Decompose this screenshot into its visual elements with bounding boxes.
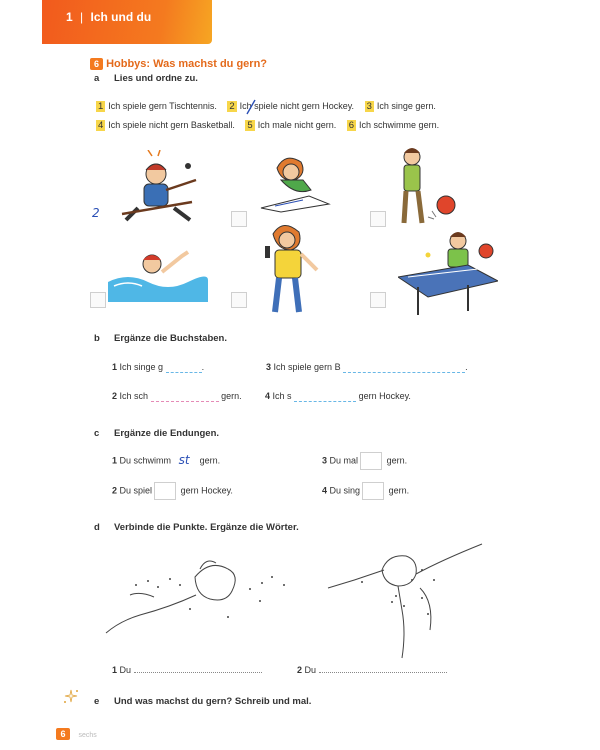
fill-item-b2 [112,391,242,402]
dot-to-dot-dancer-illustration [322,540,492,660]
letter-gap[interactable] [294,392,356,402]
ending-item-c3 [322,452,407,470]
instruction-text: Ergänze die Endungen. [114,428,220,439]
item-text: Du sing [329,485,361,496]
sentence-number: 1 [98,101,104,112]
ending-item-c1 [112,452,220,470]
item-text-end: gern. [386,455,408,466]
exercise-title-text: Hobbys: Was machst du gern? [106,58,268,70]
item-number: 1 [112,362,118,372]
instruction-text: Verbinde die Punkte. Ergänze die Wörter. [114,522,299,533]
sentence-text: Ich spiele nicht gern Basketball. [108,120,235,130]
item-text: Ich singe g [119,362,164,372]
task-letter: c [94,428,100,439]
sparkle-icon [62,689,80,705]
item-text: Du spiel [119,485,153,496]
item-number: 3 [322,455,328,466]
item-number: 2 [112,391,118,401]
item-number: 1 [112,455,118,466]
exercise-title [90,58,267,70]
header-separator: | [80,10,84,24]
item-text: Ich spiele gern B [273,362,341,372]
chapter-title: Ich und du [90,10,152,24]
item-text: Du mal [329,455,359,466]
instruction-text: Und was machst du gern? Schreib und mal. [114,696,312,707]
ending-box[interactable] [360,452,382,470]
sentence-number: 3 [366,101,372,112]
answer-box[interactable] [90,292,106,308]
task-b-instruction [94,333,227,344]
item-text-end: gern. [221,391,242,401]
answer-box[interactable] [231,292,247,308]
task-d-instruction [94,522,299,533]
chapter-header [66,10,151,24]
sentence-number: 4 [98,120,104,131]
dot-to-dot-swimmer-illustration [100,555,300,645]
sentence-text: Ich spiele gern Tischtennis. [108,101,217,111]
letter-gap[interactable] [151,392,219,402]
ending-item-c4 [322,482,409,500]
task-letter: a [94,73,100,84]
item-text: Du [304,665,317,675]
item-number: 4 [265,391,271,401]
sentence-number: 5 [247,120,253,131]
sentence-row-1 [96,101,436,112]
ending-box[interactable] [154,482,176,500]
hockey-player-illustration [108,150,208,230]
item-text-end: . [465,362,468,372]
fill-item-b4 [265,391,411,402]
item-number: 2 [297,665,303,675]
page-footer [56,724,97,742]
item-text-end: gern. [388,485,410,496]
task-letter: d [94,522,100,533]
task-a-instruction [94,73,198,84]
item-number: 1 [112,665,118,675]
answer-line[interactable] [134,672,262,673]
write-line-1 [112,665,262,675]
item-text-end: gern Hockey. [358,391,411,401]
item-number: 4 [322,485,328,496]
letter-gap[interactable] [166,363,202,373]
chapter-number: 1 [66,10,73,24]
task-e-instruction [94,696,311,707]
answer-line[interactable] [319,672,447,673]
sentence-text: Ich schwimme gern. [359,120,440,130]
handwritten-answer: 2 [92,206,100,220]
sentence-text: Ich male nicht gern. [257,120,337,130]
item-text: Ich sch [119,391,149,401]
item-text-end: . [201,362,205,372]
table-tennis-illustration [398,225,498,320]
item-text-end: gern Hockey. [180,485,233,496]
task-letter: e [94,696,100,707]
instruction-text: Lies und ordne zu. [114,73,198,84]
page-number-badge: 6 [56,728,70,740]
swimming-boy-illustration [108,242,208,302]
answer-box[interactable] [231,211,247,227]
ending-item-c2 [112,482,233,500]
item-text-end: gern. [199,455,221,466]
singing-girl-illustration [255,220,335,320]
task-c-instruction [94,428,219,439]
page-label: sechs [78,732,97,739]
answer-box[interactable] [370,211,386,227]
item-text: Du [119,665,132,675]
sentence-number: 2 [229,101,235,112]
write-line-2 [297,665,447,675]
item-text: Ich s [272,391,292,401]
item-number: 3 [266,362,272,372]
drawing-girl-illustration [255,150,335,214]
answer-box[interactable] [370,292,386,308]
exercise-number-badge: 6 [90,58,103,70]
item-number: 2 [112,485,118,496]
task-letter: b [94,333,100,344]
pen-mark-icon [244,97,258,117]
instruction-text: Ergänze die Buchstaben. [114,333,227,344]
ending-box[interactable]: st [178,453,190,467]
letter-gap[interactable] [343,363,465,373]
fill-item-b3 [266,362,468,373]
sentence-text: Ich singe gern. [376,101,436,111]
ending-box[interactable] [362,482,384,500]
sentence-number: 6 [348,120,355,131]
sentence-row-2 [96,120,439,131]
sentence-text: Ich spiele nicht gern Hockey. [239,101,355,111]
basketball-boy-illustration [390,145,470,235]
item-text: Du schwimm [119,455,172,466]
fill-item-b1 [112,362,204,373]
